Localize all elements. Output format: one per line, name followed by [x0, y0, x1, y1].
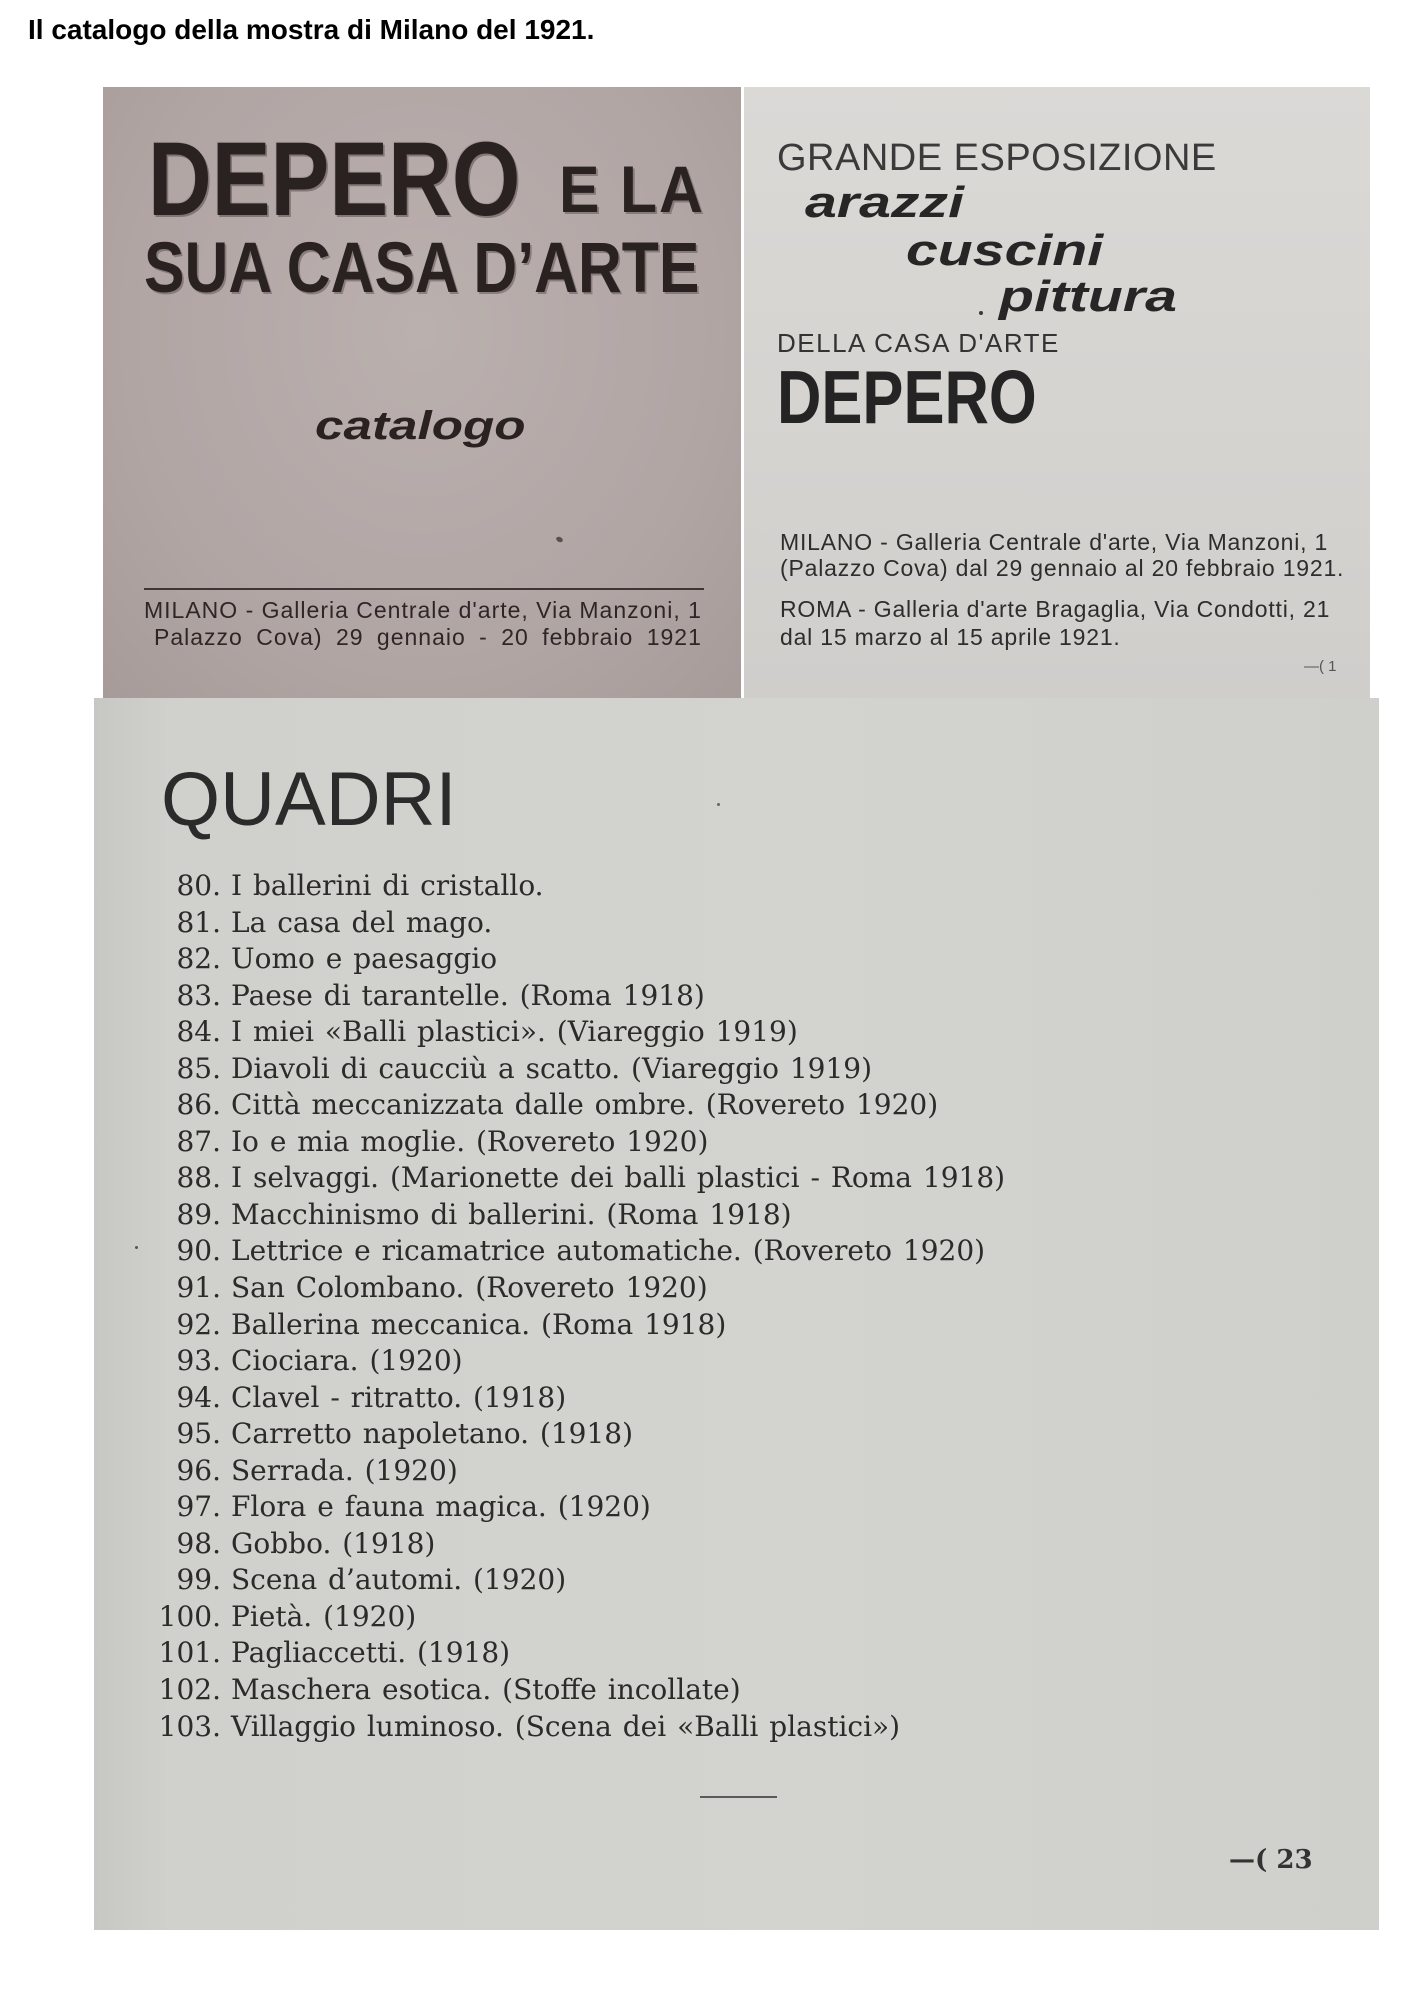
artist-name: DEPERO [777, 355, 1037, 439]
venue-roma-line2: dal 15 marzo al 15 aprile 1921. [780, 624, 1121, 650]
list-item [94, 1307, 1379, 1344]
item-number: 82. [176, 942, 221, 976]
item-number: 103. [158, 1709, 221, 1743]
list-item [94, 1562, 1379, 1599]
page-caption: Il catalogo della mostra di Milano del 1921. [28, 14, 595, 45]
venue-roma-line1: ROMA - Galleria d'arte Bragaglia, Via Condotti, 21 [780, 596, 1331, 622]
list-item [94, 1160, 1379, 1197]
item-title: Macchinismo di ballerini. (Roma 1918) [231, 1197, 792, 1231]
painting-list [94, 868, 1379, 1745]
item-title: Carretto napoletano. (1918) [231, 1417, 634, 1451]
item-number: 88. [176, 1161, 221, 1195]
ink-speck [135, 1246, 138, 1249]
list-item [94, 1087, 1379, 1124]
list-item [94, 1635, 1379, 1672]
item-number: 85. [176, 1051, 221, 1085]
item-title: Ballerina meccanica. (Roma 1918) [231, 1307, 727, 1341]
house-line: DELLA CASA D'ARTE [777, 328, 1060, 358]
cover-divider [144, 588, 704, 590]
item-number: 101. [158, 1636, 221, 1670]
list-item [94, 1489, 1379, 1526]
item-number: 81. [176, 905, 221, 939]
item-title: Flora e fauna magica. (1920) [231, 1490, 651, 1524]
item-title: Pietà. (1920) [231, 1599, 417, 1633]
list-item [94, 1051, 1379, 1088]
item-title: Città meccanizzata dalle ombre. (Rovereto 1920) [231, 1088, 939, 1122]
ink-speck [979, 311, 983, 315]
cover-title-depero: DEPERO [148, 121, 521, 238]
cover-title-line2: SUA CASA D’ARTE [144, 229, 700, 308]
item-number: 100. [158, 1599, 221, 1633]
exhibition-heading: GRANDE ESPOSIZIONE [777, 137, 1217, 179]
item-title: Ciociara. (1920) [231, 1344, 463, 1378]
list-item [94, 1416, 1379, 1453]
item-number: 87. [176, 1124, 221, 1158]
page-number: —( 23 [1229, 1845, 1313, 1875]
list-item [94, 1453, 1379, 1490]
list-item [94, 941, 1379, 978]
item-number: 95. [176, 1417, 221, 1451]
item-title: La casa del mago. [231, 905, 493, 939]
item-title: Gobbo. (1918) [231, 1526, 436, 1560]
item-number: 89. [176, 1197, 221, 1231]
list-item [94, 1672, 1379, 1709]
item-number: 92. [176, 1307, 221, 1341]
cover-subtitle: catalogo [315, 404, 526, 448]
list-item [94, 1343, 1379, 1380]
item-title: Serrada. (1920) [231, 1453, 458, 1487]
item-title: Clavel - ritratto. (1918) [231, 1380, 567, 1414]
item-title: Maschera esotica. (Stoffe incollate) [231, 1673, 741, 1707]
item-title: Io e mia moglie. (Rovereto 1920) [231, 1124, 709, 1158]
catalogue-list-page [94, 698, 1379, 1930]
list-item [94, 905, 1379, 942]
catalogue-cover [103, 87, 741, 698]
item-number: 98. [176, 1526, 221, 1560]
catalogue-title-page [744, 87, 1370, 698]
item-title: Paese di tarantelle. (Roma 1918) [231, 978, 705, 1012]
exhibit-category-pittura: pittura [999, 272, 1177, 321]
end-rule [700, 1796, 777, 1798]
item-number: 80. [176, 869, 221, 902]
item-number: 93. [176, 1344, 221, 1378]
cover-venue-line1: MILANO - Galleria Centrale d'arte, Via Manzoni, 1 [144, 597, 702, 623]
item-number: 94. [176, 1380, 221, 1414]
venue-milano-line2: (Palazzo Cova) dal 29 gennaio al 20 febbraio 1921. [780, 555, 1345, 581]
item-title: Pagliaccetti. (1918) [231, 1636, 511, 1670]
list-item [94, 1380, 1379, 1417]
venue-milano-line1: MILANO - Galleria Centrale d'arte, Via Manzoni, 1 [780, 529, 1329, 555]
item-number: 99. [176, 1563, 221, 1597]
ink-speck [555, 536, 563, 543]
list-item [94, 1014, 1379, 1051]
ink-speck [717, 803, 720, 806]
item-number: 97. [176, 1490, 221, 1524]
item-title: Uomo e paesaggio [231, 942, 498, 976]
item-title: Lettrice e ricamatrice automatiche. (Rovereto 1920) [231, 1234, 986, 1268]
list-item [94, 1233, 1379, 1270]
list-item [94, 1270, 1379, 1307]
list-item [94, 1197, 1379, 1234]
item-number: 96. [176, 1453, 221, 1487]
list-item [94, 868, 1379, 905]
list-item [94, 1709, 1379, 1746]
list-item [94, 978, 1379, 1015]
exhibit-category-arazzi: arazzi [805, 178, 964, 227]
item-title: I miei «Balli plastici». (Viareggio 1919) [231, 1015, 798, 1049]
cover-title-e-la: E LA [559, 152, 705, 226]
item-title: San Colombano. (Rovereto 1920) [231, 1271, 708, 1305]
item-title: I ballerini di cristallo. [231, 869, 544, 902]
list-item [94, 1599, 1379, 1636]
page-number: —( 1 [1304, 658, 1337, 675]
item-number: 102. [158, 1673, 221, 1707]
item-number: 91. [176, 1271, 221, 1305]
item-title: I selvaggi. (Marionette dei balli plastici - Roma 1918) [231, 1161, 1006, 1195]
item-title: Diavoli di caucciù a scatto. (Viareggio 1919) [231, 1051, 873, 1085]
exhibit-category-cuscini: cuscini [906, 226, 1104, 275]
item-title: Villaggio luminoso. (Scena dei «Balli plastici») [231, 1709, 901, 1743]
item-number: 90. [176, 1234, 221, 1268]
item-number: 84. [176, 1015, 221, 1049]
item-number: 86. [176, 1088, 221, 1122]
list-item [94, 1526, 1379, 1563]
list-item [94, 1124, 1379, 1161]
section-heading: QUADRI [161, 757, 457, 842]
item-title: Scena d’automi. (1920) [231, 1563, 567, 1597]
item-number: 83. [176, 978, 221, 1012]
cover-venue-line2: Palazzo Cova) 29 gennaio - 20 febbraio 1921 [154, 624, 702, 650]
